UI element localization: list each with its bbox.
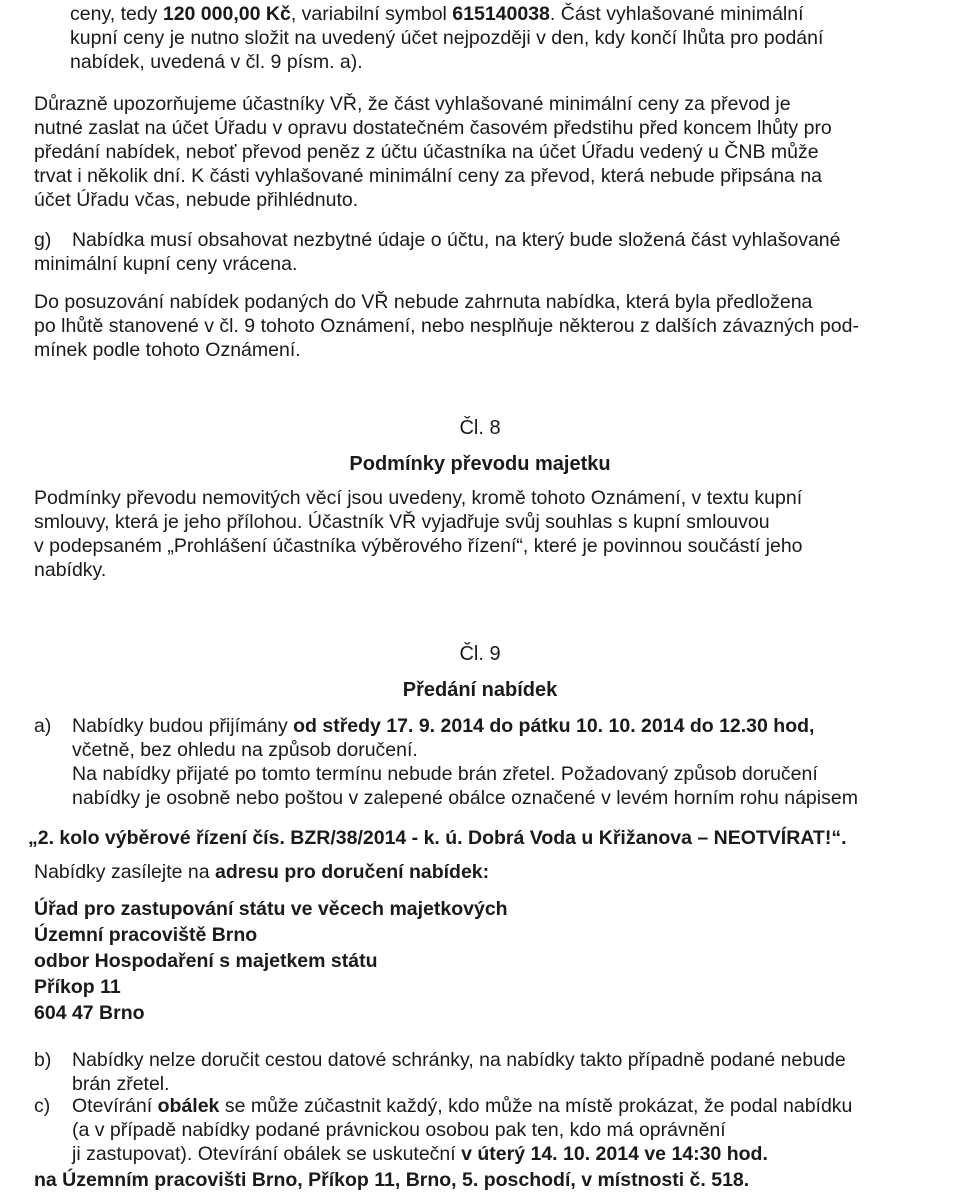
text-line: brán zřetel. xyxy=(72,1073,170,1095)
text-line: v podepsaném „Prohlášení účastníka výběrového řízení“, které je povinnou součástí jeho xyxy=(34,535,803,557)
text-line: včetně, bez ohledu na způsob doručení. xyxy=(72,739,418,761)
text-line: Otevírání obálek se může zúčastnit každý, kdo může na místě prokázat, že podal nabídku xyxy=(72,1095,853,1117)
text-line: minimální kupní ceny vrácena. xyxy=(34,253,298,275)
address-line: 604 47 Brno xyxy=(34,1002,145,1024)
text-line: Nabídky budou přijímány od středy 17. 9. 2014 do pátku 10. 10. 2014 do 12.30 hod, xyxy=(72,715,815,737)
text-line: účet Úřadu včas, nebude přihlédnuto. xyxy=(34,189,359,211)
text-line: Na nabídky přijaté po tomto termínu nebude brán zřetel. Požadovaný způsob doručení xyxy=(72,763,818,785)
text-line: nutné zaslat na účet Úřadu v opravu dostatečném časovém předstihu před koncem lhůty pro xyxy=(34,117,832,139)
text-line: smlouvy, která je jeho přílohou. Účastník VŘ vyjadřuje svůj souhlas s kupní smlouvou xyxy=(34,511,770,533)
text-line: (a v případě nabídky podané právnickou osobou pak ten, kdo má oprávnění xyxy=(72,1119,726,1141)
text-line: předání nabídek, neboť převod peněz z účtu účastníka na účet Úřadu vedený u ČNB může xyxy=(34,141,819,163)
paragraph-exclusion xyxy=(34,290,954,362)
text-line: Nabídka musí obsahovat nezbytné údaje o účtu, na který bude složená část vyhlašované xyxy=(71,229,841,251)
list-marker: c) xyxy=(34,1095,51,1117)
list-marker: a) xyxy=(34,715,52,737)
list-marker: b) xyxy=(34,1049,52,1071)
meeting-location xyxy=(34,1168,954,1192)
paragraph-conditions xyxy=(34,486,954,582)
paragraph-warning xyxy=(34,92,954,212)
text-line: nabídky je osobně nebo poštou v zalepené obálce označené v levém horním rohu nápisem xyxy=(72,787,858,809)
text-line: kupní ceny je nutno složit na uvedený účet nejpozději v den, kdy končí lhůta pro podání xyxy=(70,27,824,49)
delivery-address xyxy=(34,896,508,1026)
article-8-title: Podmínky převodu majetku xyxy=(349,453,611,475)
article-8-number: Čl. 8 xyxy=(459,417,501,439)
text-line: ji zastupovat). Otevírání obálek se uskuteční v úterý 14. 10. 2014 ve 14:30 hod. xyxy=(72,1143,768,1165)
article-9-title: Předání nabídek xyxy=(402,679,558,701)
text-line: nabídky. xyxy=(34,559,107,581)
text-line: trvat i několik dní. K části vyhlašované minimální ceny za převod, která nebude připsána na xyxy=(34,165,823,187)
address-line: Územní pracoviště Brno xyxy=(34,924,258,946)
text-line: po lhůtě stanovené v čl. 9 tohoto Oznámení, nebo nesplňuje některou z dalších závazných pod- xyxy=(34,315,859,337)
text-line: nabídek, uvedená v čl. 9 písm. a). xyxy=(70,51,363,73)
paragraph-payment xyxy=(34,2,954,74)
article-9-number: Čl. 9 xyxy=(459,643,501,665)
text-line: „2. kolo výběrové řízení čís. BZR/38/2014 - k. ú. Dobrá Voda u Křižanova – NEOTVÍRAT!“. xyxy=(28,827,847,849)
address-line: Úřad pro zastupování státu ve věcech majetkových xyxy=(34,898,508,920)
envelope-label xyxy=(28,826,948,850)
text-line: Důrazně upozorňujeme účastníky VŘ, že část vyhlašované minimální ceny za převod je xyxy=(34,93,791,115)
text-line: Do posuzování nabídek podaných do VŘ nebude zahrnuta nabídka, která byla předložena xyxy=(34,291,813,313)
list-marker: g) xyxy=(34,229,52,251)
address-line: odbor Hospodaření s majetkem státu xyxy=(34,950,378,972)
text-line: na Územním pracovišti Brno, Příkop 11, Brno, 5. poschodí, v místnosti č. 518. xyxy=(34,1169,750,1191)
text-line: Podmínky převodu nemovitých věcí jsou uvedeny, kromě tohoto Oznámení, v textu kupní xyxy=(34,487,803,509)
text-line: Nabídky nelze doručit cestou datové schránky, na nabídky takto případně podané nebude xyxy=(72,1049,846,1071)
address-line: Příkop 11 xyxy=(34,976,121,998)
text-line: ceny, tedy 120 000,00 Kč, variabilní symbol 615140038. Část vyhlašované minimální xyxy=(70,3,804,25)
text-line: mínek podle tohoto Oznámení. xyxy=(34,339,301,361)
text-line: Nabídky zasílejte na adresu pro doručení nabídek: xyxy=(34,861,490,883)
send-instruction xyxy=(34,860,954,884)
